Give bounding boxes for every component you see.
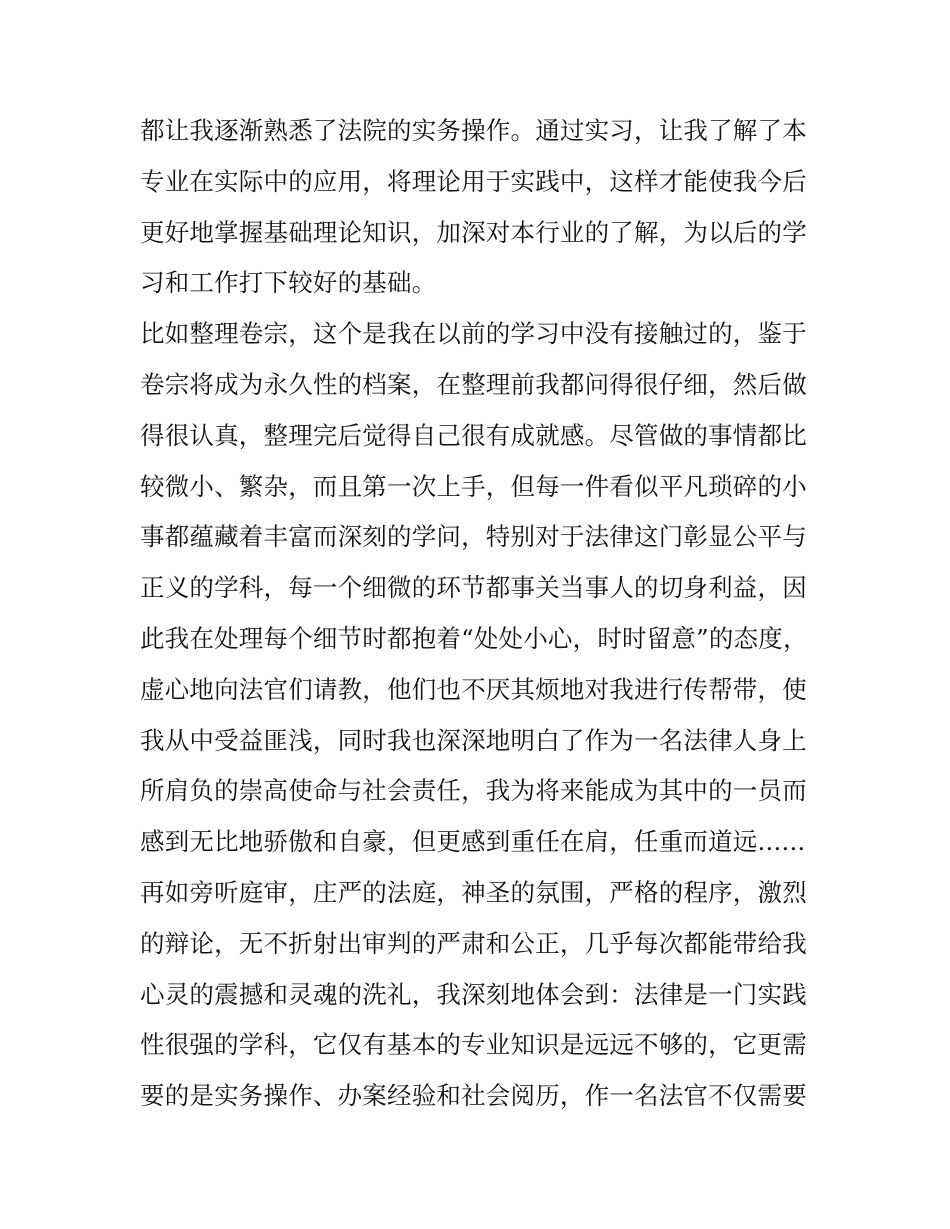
text-line: 专业在实际中的应用，将理论用于实践中，这样才能使我今后 [140,166,807,196]
text-line: 虚心地向法官们请教，他们也不厌其烦地对我进行传帮带，使 [140,674,807,704]
text-line: 比如整理卷宗，这个是我在以前的学习中没有接触过的，鉴于 [140,319,807,349]
text-line: 再如旁听庭审，庄严的法庭，神圣的氛围，严格的程序，激烈 [140,877,807,907]
text-line: 得很认真，整理完后觉得自己很有成就感。尽管做的事情都比 [140,420,807,450]
text-line: 正义的学科，每一个细微的环节都事关当事人的切身利益，因 [140,573,807,603]
body-text [140,106,820,1122]
text-line: 要的是实务操作、办案经验和社会阅历，作一名法官不仅需要 [140,1081,807,1111]
text-line: 习和工作打下较好的基础。 [140,268,437,298]
text-line: 事都蕴藏着丰富而深刻的学问，特别对于法律这门彰显公平与 [140,522,807,552]
text-line: 感到无比地骄傲和自豪，但更感到重任在肩，任重而道远...... [140,827,806,857]
text-line: 卷宗将成为永久性的档案，在整理前我都问得很仔细，然后做 [140,369,807,399]
text-line: 此我在处理每个细节时都抱着“处处小心，时时留意”的态度， [140,623,808,653]
text-line: 心灵的震撼和灵魂的洗礼，我深刻地体会到：法律是一门实践 [140,979,807,1009]
text-line: 更好地掌握基础理论知识，加深对本行业的了解，为以后的学 [140,217,807,247]
text-line: 我从中受益匪浅，同时我也深深地明白了作为一名法律人身上 [140,725,807,755]
text-line: 性很强的学科，它仅有基本的专业知识是远远不够的，它更需 [140,1030,807,1060]
text-line: 所肩负的崇高使命与社会责任，我为将来能成为其中的一员而 [140,776,807,806]
text-line: 都让我逐渐熟悉了法院的实务操作。通过实习，让我了解了本 [140,116,807,145]
text-line: 较微小、繁杂，而且第一次上手，但每一件看似平凡琐碎的小 [140,471,807,501]
text-line: 的辩论，无不折射出审判的严肃和公正，几乎每次都能带给我 [140,928,807,958]
